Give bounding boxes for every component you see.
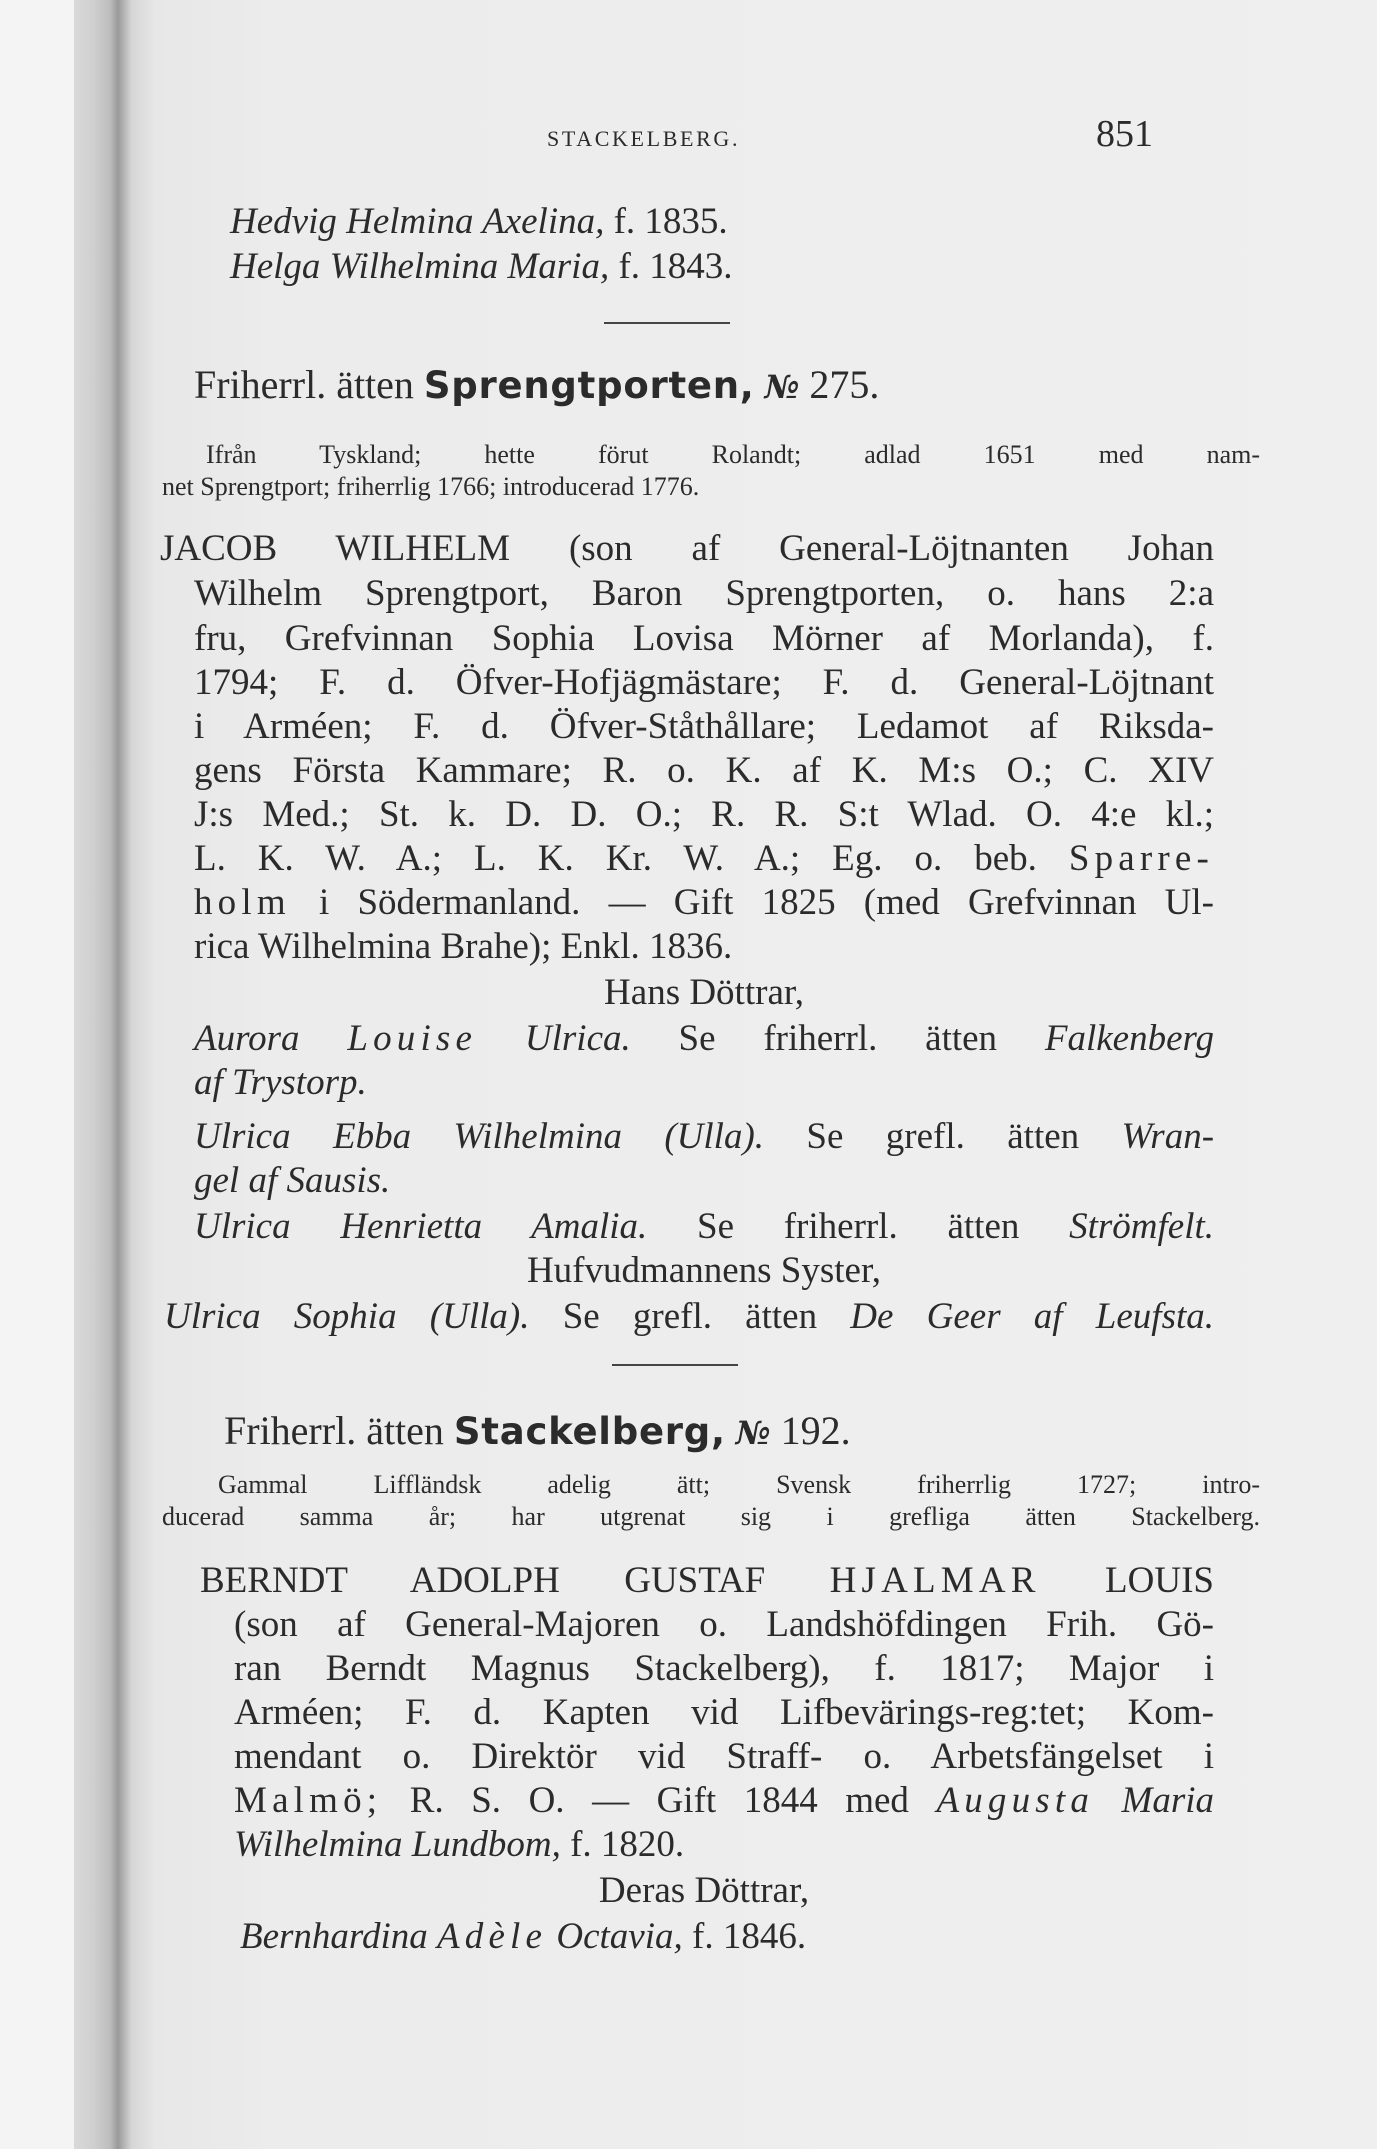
reference-family: Falkenberg: [1044, 1018, 1215, 1059]
spouse-name: Wilhelmina Lundbom,: [234, 1824, 561, 1865]
bio-line: [194, 840, 1214, 877]
sister-name: Ulrica Sophia: [164, 1296, 397, 1337]
left-margin: [0, 0, 74, 2149]
daughter-entry: [194, 1020, 1214, 1057]
daughter-name: Octavia,: [556, 1916, 683, 1957]
daughter-entry: [194, 1208, 1214, 1245]
entry-name: Helga Wilhelmina Maria,: [230, 246, 610, 287]
bio-line: ran Berndt Magnus Stackelberg), f. 1817; Major i: [234, 1648, 1214, 1689]
page-number: 851: [1096, 113, 1153, 155]
family-intro-line: ducerad samma år; har utgrenat sig i grefliga ätten Stackelberg.: [162, 1502, 1260, 1531]
bio-line: (son af General-Majoren o. Landshöfdingen Frih. Gö-: [234, 1604, 1214, 1645]
sister-entry: [164, 1298, 1214, 1335]
entry-hedvig: [230, 203, 728, 240]
reference-family: De Geer af Leufsta.: [850, 1296, 1214, 1337]
bio-line: i Arméen; F. d. Öfver-Ståthållare; Ledamot af Riksda-: [194, 706, 1214, 747]
section-divider: [604, 322, 730, 324]
spouse-name: Maria: [1121, 1780, 1215, 1821]
head-name-rest: (son af General-Löjtnanten Johan: [568, 528, 1215, 569]
daughters-heading: Deras Döttrar,: [598, 1870, 810, 1911]
estate-name: Sparre-: [1068, 838, 1214, 879]
daughter-name: Adèle: [436, 1916, 548, 1957]
city-name: Malmö;: [234, 1780, 383, 1821]
bio-line: Wilhelm Sprengtport, Baron Sprengtporten, o. hans 2:a: [194, 573, 1214, 614]
bio-text: i Södermanland. — Gift 1825 (med Grefvinnan Ul-: [318, 882, 1214, 923]
head-name: LOUIS: [1105, 1560, 1214, 1601]
head-name: HJALMAR: [829, 1560, 1041, 1601]
heading-prefix: Friherrl. ätten: [194, 362, 414, 407]
daughter-name: Ulrica Ebba Wilhelmina: [194, 1116, 622, 1157]
reference-text: Se friherrl. ätten: [697, 1206, 1020, 1247]
sister-heading: Hufvudmannens Syster,: [526, 1250, 882, 1291]
reference-text: Se grefl. ätten: [806, 1116, 1080, 1157]
daughter-name: Ulrica Henrietta Amalia.: [194, 1206, 648, 1247]
daughter-name: Bernhardina: [240, 1916, 428, 1957]
bio-text: R. S. O. — Gift 1844 med: [409, 1780, 909, 1821]
bio-line: J:s Med.; St. k. D. D. O.; R. R. S:t Wlad. O. 4:e kl.;: [194, 794, 1214, 835]
family-number: 192.: [780, 1408, 851, 1453]
bio-line: rica Wilhelmina Brahe); Enkl. 1836.: [194, 926, 733, 967]
daughter-nickname: (Ulla).: [664, 1116, 765, 1157]
running-head: STACKELBERG.: [547, 126, 741, 151]
daughter-entry: [194, 1118, 1214, 1155]
daughters-heading: Hans Döttrar,: [604, 972, 804, 1013]
bio-text: L. K. W. A.; L. K. Kr. W. A.; Eg. o. beb.: [194, 838, 1037, 879]
spouse-birth: f. 1820.: [570, 1824, 685, 1865]
family-intro-line: Ifrån Tyskland; hette förut Rolandt; adlad 1651 med nam-: [206, 440, 1260, 469]
reference-family: Strömfelt.: [1069, 1206, 1215, 1247]
bio-line: 1794; F. d. Öfver-Hofjägmästare; F. d. General-Löjtnant: [194, 662, 1214, 703]
bio-line: gens Första Kammare; R. o. K. af K. M:s O.; C. XIV: [194, 750, 1214, 791]
family-intro-line: net Sprengtport; friherrlig 1766; introducerad 1776.: [162, 472, 700, 501]
entry-birth: f. 1835.: [613, 201, 728, 242]
bio-line: fru, Grefvinnan Sophia Lovisa Mörner af Morlanda), f.: [194, 618, 1214, 659]
daughter-name: Aurora: [194, 1018, 300, 1059]
page-leaf: [154, 0, 1377, 2149]
heading-prefix: Friherrl. ätten: [224, 1408, 444, 1453]
bio-line: [234, 1826, 684, 1863]
head-name: JACOB WILHELM: [160, 528, 511, 569]
reference-family: Wran-: [1121, 1116, 1215, 1157]
daughter-entry: [240, 1918, 806, 1955]
spouse-name: Augusta: [936, 1780, 1095, 1821]
reference-family: af Trystorp.: [194, 1062, 367, 1103]
section-divider: [612, 1364, 738, 1366]
sister-nickname: (Ulla).: [429, 1296, 530, 1337]
reference-text: Se grefl. ätten: [562, 1296, 818, 1337]
reference-family: gel af Sausis.: [194, 1160, 391, 1201]
family-intro-line: Gammal Liffländsk adelig ätt; Svensk friherrlig 1727; intro-: [218, 1470, 1260, 1499]
family-heading-stackelberg: [224, 1408, 851, 1453]
daughter-birth: f. 1846.: [692, 1916, 807, 1957]
entry-helga: [230, 248, 733, 285]
entry-birth: f. 1843.: [618, 246, 733, 287]
bio-line: [234, 1782, 1214, 1819]
entry-name: Hedvig Helmina Axelina,: [230, 201, 605, 242]
family-name: Sprengtporten,: [423, 364, 755, 407]
book-gutter: [74, 0, 154, 2149]
estate-name: holm: [194, 882, 291, 923]
reference-text: Se friherrl. ätten: [678, 1018, 998, 1059]
bio-line: [194, 884, 1214, 921]
bio-line: Arméen; F. d. Kapten vid Lifbevärings-reg:tet; Kom-: [234, 1692, 1214, 1733]
daughter-name: Ulrica.: [524, 1018, 631, 1059]
daughter-name: Louise: [347, 1018, 478, 1059]
bio-line: mendant o. Direktör vid Straff- o. Arbetsfängelset i: [234, 1736, 1214, 1777]
family-heading-sprengtporten: [194, 362, 880, 407]
family-name: Stackelberg,: [453, 1410, 726, 1453]
number-sign: №: [735, 1414, 771, 1452]
head-line: [160, 530, 1214, 567]
head-line: [200, 1562, 1214, 1599]
head-name: BERNDT ADOLPH GUSTAF: [200, 1560, 766, 1601]
number-sign: №: [764, 368, 800, 406]
family-number: 275.: [809, 362, 880, 407]
